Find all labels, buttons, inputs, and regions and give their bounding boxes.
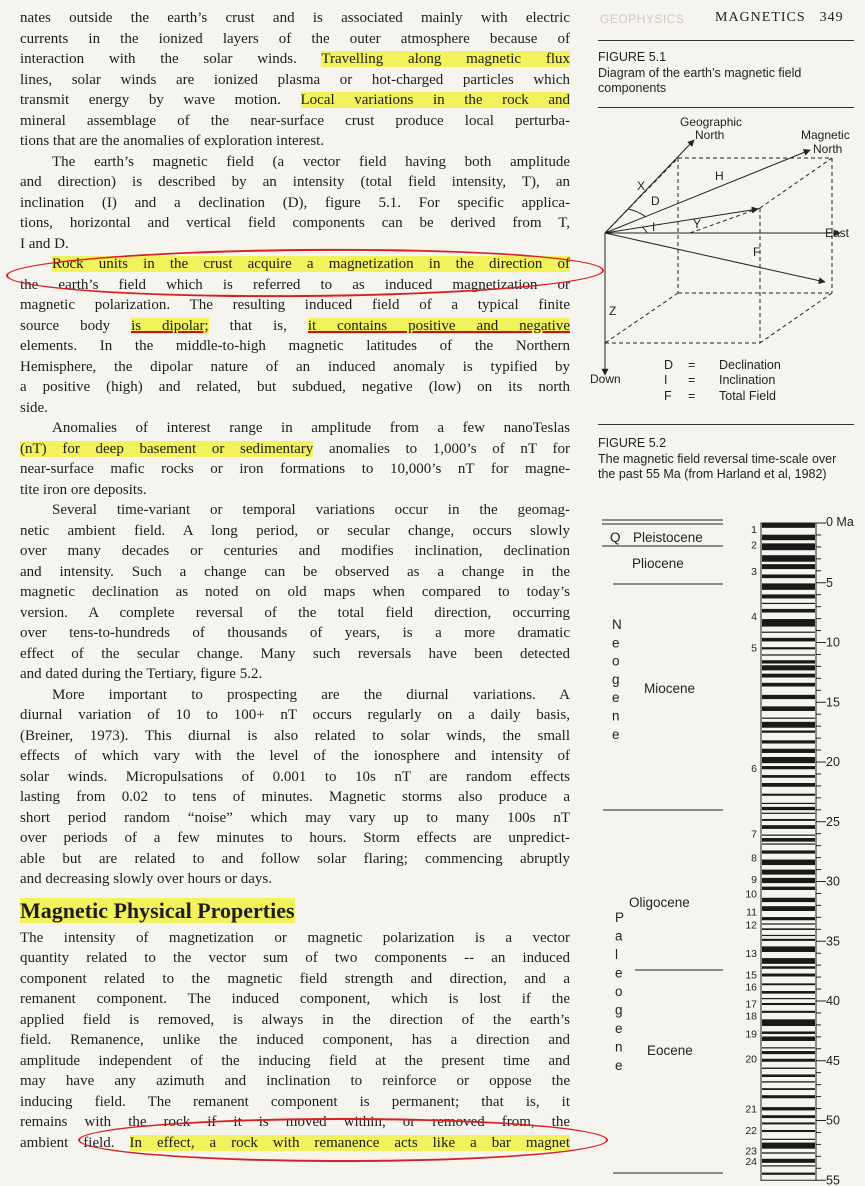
body-text-line [20, 664, 570, 685]
text-segment: applied field is removed, is always in the direction of the earth’s [20, 1011, 570, 1028]
normal-polarity-band [762, 958, 815, 964]
reversal-timescale [595, 505, 863, 1185]
anomaly-number-label: 16 [745, 981, 757, 994]
epoch-pleistocene-label: Pleistocene [633, 530, 703, 545]
text-segment: source body [20, 317, 132, 334]
normal-polarity-band [762, 1037, 815, 1042]
text-segment: Anomalies of interest range in amplitude from a few nanoTeslas [52, 420, 570, 436]
normal-polarity-band [762, 991, 815, 994]
normal-polarity-band [762, 966, 815, 968]
text-segment: Several time-variant or temporal variations occur in the geomag- [52, 502, 570, 518]
body-text-line [20, 562, 570, 583]
anomaly-number-label: 10 [745, 888, 757, 901]
normal-polarity-band [762, 887, 815, 890]
neogene-vertical-letter: o [612, 653, 620, 669]
declination-angle-label: D [651, 194, 660, 208]
anomaly-number-label: 9 [751, 874, 757, 887]
inclination-angle-label: I [652, 220, 656, 234]
body-text-line [20, 1092, 570, 1113]
highlighted-text: is dipolar; [131, 317, 209, 334]
legend-description: Declination [719, 358, 781, 372]
normal-polarity-band [762, 1011, 815, 1013]
normal-polarity-band [762, 1139, 815, 1140]
figure-rule [598, 424, 854, 425]
neogene-vertical-letter: e [612, 726, 620, 742]
paleogene-vertical-letter: l [615, 947, 618, 962]
normal-polarity-band [762, 718, 815, 719]
body-text-line [20, 869, 570, 890]
text-segment: over many decades or centuries and modifies inclination, declination [20, 543, 570, 559]
body-text-line [20, 418, 570, 439]
body-text-line [20, 480, 570, 501]
anomaly-number-label: 21 [745, 1103, 757, 1116]
body-text-line [20, 377, 570, 398]
text-segment: inclination (I) and a declination (D), figure 5.1. For specific applica- [20, 194, 570, 211]
normal-polarity-band [762, 906, 815, 911]
normal-polarity-band [762, 594, 815, 598]
body-text-line [20, 828, 570, 849]
body-text-line [20, 644, 570, 665]
body-text-line [20, 500, 570, 521]
anomaly-number-label: 8 [751, 852, 757, 865]
text-segment: anomalies to 1,000’s of nT for [313, 440, 570, 457]
text-segment: interaction with the solar winds. [20, 51, 322, 67]
age-tick-label: 20 [826, 755, 840, 769]
text-segment: inducing field. The remanent component is permanent; that is, it [20, 1093, 570, 1110]
normal-polarity-band [762, 583, 815, 589]
normal-polarity-band [762, 1047, 815, 1048]
down-label: Down [590, 372, 621, 386]
normal-polarity-band [762, 1173, 815, 1175]
normal-polarity-band [762, 674, 815, 678]
body-text-line [20, 316, 570, 337]
section-heading [20, 896, 570, 926]
text-segment: tions that are the anomalies of exploration interest. [20, 133, 325, 149]
normal-polarity-band [762, 850, 815, 853]
body-text-line [20, 1030, 570, 1051]
paleogene-vertical-letter: e [615, 1021, 623, 1036]
normal-polarity-band [762, 683, 815, 687]
magnetic-north-label: North [813, 142, 843, 156]
magnetic-north-label: Magnetic [801, 128, 850, 142]
normal-polarity-band [762, 838, 815, 842]
red-oval-annotation [78, 1118, 608, 1162]
anomaly-number-label: 4 [751, 611, 757, 624]
header-title: MAGNETICS [715, 10, 806, 25]
text-segment: elements. In the middle-to-high magnetic latitudes of the Northern [20, 338, 570, 354]
normal-polarity-band [762, 1068, 815, 1069]
normal-polarity-band [762, 835, 815, 836]
normal-polarity-band [762, 695, 815, 699]
age-tick-label: 0 Ma [826, 515, 854, 529]
text-segment: remains with the rock if it is moved within, or removed from, the [20, 1114, 570, 1130]
normal-polarity-band [762, 1159, 815, 1163]
text-segment: transmit energy by wave motion. [20, 92, 301, 108]
body-text-line [20, 726, 570, 747]
body-text-line [20, 582, 570, 603]
text-segment: over periods of a few minutes to hours. Storm effects are unpredict- [20, 830, 570, 846]
age-tick-label: 35 [826, 934, 840, 949]
text-segment: side. [20, 399, 48, 416]
normal-polarity-band [762, 654, 815, 655]
normal-polarity-band [762, 603, 815, 604]
text-segment: effect of the secular change. Many such reversals have been detected [20, 645, 570, 662]
normal-polarity-band [762, 1081, 815, 1082]
normal-polarity-band [762, 860, 815, 866]
text-segment: component related to the magnetic field strength and direction, and a [20, 970, 570, 987]
h-component-label: H [715, 169, 724, 183]
epoch-pliocene-label: Pliocene [632, 556, 684, 571]
text-segment: netic ambient field. A long period, or secular change, occurs slowly [20, 522, 570, 539]
text-segment: over tens-to-hundreds of thousands of years, is a more dramatic [20, 625, 570, 641]
anomaly-number-label: 11 [746, 906, 757, 919]
epoch-q-label: Q [610, 530, 621, 545]
text-segment: field. Remanence, unlike the induced component, has a direction and [20, 1032, 570, 1048]
text-segment: lines, solar winds are ionized plasma or hot-charged particles which [20, 71, 570, 88]
y-component-label: Y [693, 217, 702, 231]
body-text-line [20, 541, 570, 562]
text-segment: and intensity. Such a change can be observed as a change in the [20, 563, 570, 580]
normal-polarity-band [762, 939, 815, 941]
normal-polarity-band [762, 555, 815, 562]
body-text-line [20, 623, 570, 644]
page-number: 349 [819, 10, 844, 25]
normal-polarity-band [762, 935, 815, 936]
normal-polarity-band [762, 647, 815, 649]
legend-symbol: I [664, 373, 668, 387]
normal-polarity-band [762, 665, 815, 670]
text-segment: Magnetic Physical Properties [20, 897, 295, 923]
normal-polarity-band [762, 619, 815, 626]
text-segment: Hemisphere, the dipolar nature of an induced anomaly is typified by [20, 358, 570, 375]
legend-symbol: D [664, 358, 674, 372]
text-segment: near-surface mafic rocks or iron formations to 10,000’s nT for magne- [20, 461, 570, 477]
body-text-line [20, 439, 570, 460]
anomaly-number-label: 19 [745, 1028, 757, 1041]
body-text-line [20, 808, 570, 829]
age-tick-label: 30 [826, 874, 840, 889]
age-tick-label: 50 [826, 1113, 840, 1128]
body-text-line [20, 357, 570, 378]
normal-polarity-band [762, 819, 815, 821]
anomaly-number-label: 6 [751, 762, 757, 775]
text-segment: magnetic declination as noted on old maps when compared to today’s [20, 584, 570, 600]
normal-polarity-band [762, 1122, 815, 1124]
normal-polarity-band [762, 923, 815, 924]
text-segment: mineral assemblage of the near-surface crust produce local perturba- [20, 112, 570, 129]
neogene-vertical-letter: e [612, 690, 620, 706]
text-segment: that is, [208, 317, 308, 334]
body-text-line [20, 705, 570, 726]
text-segment: diurnal variation of 10 to 100+ nT occurs regularly on a daily basis, [20, 707, 570, 723]
legend-symbol: F [664, 389, 672, 403]
age-tick-label: 25 [826, 814, 840, 829]
normal-polarity-band [762, 983, 815, 985]
normal-polarity-band [762, 783, 815, 787]
text-segment: The intensity of magnetization or magnetic polarization is a vector [20, 929, 570, 946]
highlighted-text: Travelling along magnetic flux [321, 51, 570, 67]
epoch-miocene-label: Miocene [644, 681, 696, 696]
body-text-line [20, 1051, 570, 1072]
age-tick-label: 15 [826, 695, 840, 710]
anomaly-number-label: 17 [745, 998, 757, 1011]
paleogene-vertical-letter: o [615, 984, 623, 999]
body-text-line [20, 969, 570, 990]
legend-equals: = [688, 358, 696, 372]
body-text-line [20, 746, 570, 767]
normal-polarity-band [762, 775, 815, 778]
normal-polarity-band [762, 1088, 815, 1090]
normal-polarity-band [762, 1051, 815, 1054]
legend-description: Inclination [719, 373, 776, 387]
figure-caption: Diagram of the earth’s magnetic field components [598, 65, 802, 95]
age-tick-label: 10 [826, 635, 840, 650]
text-segment: ambient field. [20, 1134, 130, 1151]
anomaly-number-label: 7 [751, 828, 757, 841]
body-text-line [20, 8, 570, 29]
body-text-line [20, 193, 570, 214]
body-text-line [20, 336, 570, 357]
text-segment: I and D. [20, 235, 69, 252]
bleed-through-text: GEOPHYSICS [600, 12, 685, 26]
body-text-line [20, 29, 570, 50]
text-segment: quantity related to the vector sum of two components -- an induced [20, 950, 570, 966]
anomaly-number-label: 3 [751, 565, 757, 578]
body-text-line [20, 787, 570, 808]
body-text-line [20, 49, 570, 70]
highlighted-text: In effect, a rock with remanence acts like a bar magnet [129, 1134, 570, 1151]
body-text-line [20, 90, 570, 111]
text-segment: magnetic polarization. The resulting induced field of a typical finite [20, 297, 570, 313]
normal-polarity-band [762, 1130, 815, 1132]
text-segment: More important to prospecting are the diurnal variations. A [52, 686, 570, 703]
normal-polarity-band [762, 722, 815, 728]
normal-polarity-band [762, 1003, 815, 1005]
normal-polarity-band [762, 1107, 815, 1110]
normal-polarity-band [762, 564, 815, 569]
normal-polarity-band [762, 749, 815, 753]
age-tick-label: 40 [826, 994, 840, 1008]
normal-polarity-band [762, 946, 815, 952]
normal-polarity-band [762, 632, 815, 633]
figure-label: FIGURE 5.1 [598, 50, 667, 64]
legend-equals: = [688, 389, 696, 403]
normal-polarity-band [762, 523, 815, 528]
paleogene-vertical-letter: a [615, 928, 623, 944]
text-segment: and dated during the Tertiary, figure 5.2. [20, 666, 263, 682]
normal-polarity-band [762, 1059, 815, 1062]
body-text-line [20, 213, 570, 234]
normal-polarity-band [762, 843, 815, 844]
body-text-line [20, 685, 570, 706]
body-text-line [20, 172, 570, 193]
body-text-line [20, 1010, 570, 1031]
normal-polarity-band [762, 825, 815, 829]
body-text-line [20, 928, 570, 949]
anomaly-number-label: 22 [745, 1125, 757, 1138]
highlighted-text: Rock units in the crust acquire a magnetization in the direction of [52, 256, 570, 272]
legend-equals: = [688, 373, 696, 387]
normal-polarity-band [762, 766, 815, 769]
normal-polarity-band [762, 543, 815, 550]
paleogene-vertical-letter: g [615, 1002, 623, 1018]
figure-5-2-caption [598, 436, 854, 483]
text-segment: The earth’s magnetic field (a vector field having both amplitude [52, 153, 570, 170]
text-segment: and direction) is described by an intensity (total field intensity, T), an [20, 174, 570, 190]
normal-polarity-band [762, 1152, 815, 1153]
normal-polarity-band [762, 1031, 815, 1034]
text-segment: the earth’s field which is referred to as induced magnetization or [20, 276, 570, 293]
text-segment: currents in the ionized layers of the outer atmosphere because of [20, 30, 570, 47]
figure-rule [598, 40, 854, 41]
normal-polarity-band [762, 1074, 815, 1077]
anomaly-number-label: 2 [751, 539, 757, 552]
highlighted-text: (nT) for deep basement or sedimentary [20, 440, 314, 457]
neogene-vertical-letter: e [612, 635, 620, 651]
figure-label: FIGURE 5.2 [598, 436, 667, 450]
normal-polarity-band [762, 1115, 815, 1118]
highlighted-text: Local variations in the rock and [300, 92, 570, 108]
paleogene-vertical-letter: e [615, 1058, 623, 1073]
normal-polarity-band [762, 731, 815, 733]
body-text-line [20, 295, 570, 316]
age-tick-label: 5 [826, 575, 833, 590]
normal-polarity-band [762, 609, 815, 613]
normal-polarity-band [762, 794, 815, 796]
normal-polarity-band [762, 974, 815, 977]
age-tick-label: 55 [826, 1173, 840, 1185]
body-text-line [20, 521, 570, 542]
body-text-line [20, 767, 570, 788]
normal-polarity-band [762, 807, 815, 810]
paleogene-vertical-letter: e [615, 965, 623, 981]
neogene-vertical-letter: n [612, 708, 620, 724]
normal-polarity-band [762, 998, 815, 999]
normal-polarity-band [762, 917, 815, 920]
legend-description: Total Field [719, 389, 776, 403]
body-text-line [20, 398, 570, 419]
anomaly-number-label: 5 [751, 642, 757, 655]
normal-polarity-band [762, 740, 815, 743]
normal-polarity-band [762, 660, 815, 663]
normal-polarity-band [762, 803, 815, 804]
body-text-line [20, 849, 570, 870]
anomaly-number-label: 23 [745, 1145, 757, 1158]
normal-polarity-band [762, 638, 815, 642]
text-segment: a positive (high) and related, but subdued, negative (low) on its north [20, 379, 570, 395]
normal-polarity-band [762, 535, 815, 541]
text-segment: tions, horizontal and vertical field components can be derived from T, [20, 215, 570, 231]
body-text-line [20, 1071, 570, 1092]
anomaly-number-label: 12 [745, 919, 757, 932]
normal-polarity-band [762, 1019, 815, 1026]
body-text-line [20, 948, 570, 969]
normal-polarity-band [762, 928, 815, 930]
text-segment: short period random “noise” which may vary up to many 100s nT [20, 809, 570, 826]
geographic-north-label: Geographic [680, 115, 743, 129]
body-text-line [20, 603, 570, 624]
highlighted-text: it contains positive and negative [307, 317, 570, 334]
z-component-label: Z [609, 304, 617, 318]
text-segment: version. A complete reversal of the total field direction, occurring [20, 604, 570, 621]
total-field-label: F [753, 245, 761, 259]
body-text-line [20, 989, 570, 1010]
normal-polarity-band [762, 1095, 815, 1098]
normal-polarity-band [762, 757, 815, 763]
body-text-column [20, 8, 570, 1153]
text-segment: solar winds. Micropulsations of 0.001 to 10s nT are random effects [20, 768, 570, 785]
normal-polarity-band [762, 574, 815, 578]
normal-polarity-band [762, 1143, 815, 1149]
neogene-vertical-letter: g [612, 671, 620, 687]
paleogene-vertical-letter: n [615, 1039, 623, 1055]
normal-polarity-band [762, 870, 815, 875]
text-segment: may have any azimuth and inclination to reinforce or oppose the [20, 1073, 570, 1089]
age-tick-label: 45 [826, 1053, 840, 1068]
normal-polarity-band [762, 1165, 815, 1166]
text-segment: and decreasing slowly over hours or days. [20, 871, 273, 887]
normal-polarity-band [762, 898, 815, 902]
field-components-diagram [590, 110, 860, 415]
text-segment: effects of which vary with the level of the ionosphere and intensity of [20, 748, 570, 764]
body-text-line [20, 70, 570, 91]
body-text-line [20, 459, 570, 480]
normal-polarity-band [762, 813, 815, 814]
epoch-oligocene-label: Oligocene [629, 895, 690, 910]
text-segment: nates outside the earth’s crust and is associated mainly with electric [20, 10, 570, 26]
anomaly-number-label: 13 [745, 948, 757, 961]
paleogene-vertical-letter: P [615, 910, 625, 925]
neogene-vertical-letter: N [612, 617, 622, 632]
epoch-eocene-label: Eocene [647, 1043, 693, 1058]
text-segment: amplitude independent of the inducing field at the present time and [20, 1052, 570, 1069]
figure-rule [598, 107, 854, 108]
x-component-label: X [637, 179, 646, 193]
text-segment: lasting from 0.02 to tens of minutes. Magnetic storms also produce a [20, 789, 570, 805]
anomaly-number-label: 18 [745, 1010, 757, 1023]
running-header [715, 10, 844, 26]
body-text-line [20, 152, 570, 173]
text-segment: remanent component. The induced component, which is lost if the [20, 991, 570, 1007]
anomaly-number-label: 20 [745, 1053, 757, 1066]
text-segment: tite iron ore deposits. [20, 481, 147, 498]
text-segment: (Breiner, 1973). This diurnal is also related to solar winds, the small [20, 727, 570, 744]
anomaly-number-label: 1 [751, 523, 757, 536]
geographic-north-label: North [695, 128, 725, 142]
east-label: East [825, 226, 850, 240]
anomaly-number-label: 24 [745, 1156, 757, 1169]
body-text-line [20, 131, 570, 152]
figure-caption: The magnetic field reversal time-scale over the past 55 Ma (from Harland et al, 1982) [598, 451, 837, 481]
anomaly-number-label: 15 [745, 969, 757, 982]
text-segment: able but are related to and follow solar flaring; commencing abruptly [20, 850, 570, 867]
normal-polarity-band [762, 878, 815, 883]
body-text-line [20, 111, 570, 132]
figure-5-1-caption [598, 50, 854, 97]
normal-polarity-band [762, 706, 815, 711]
